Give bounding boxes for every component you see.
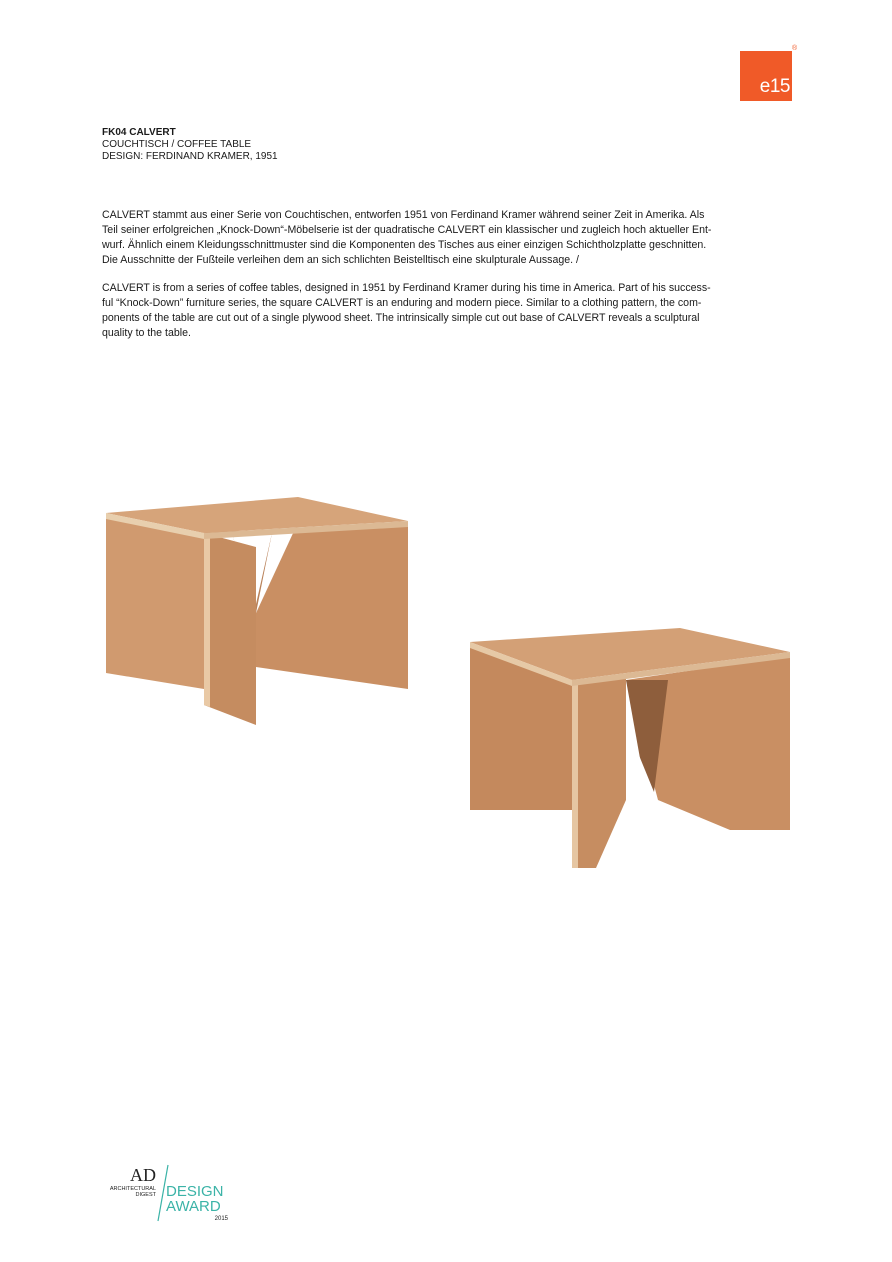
- description-line: CALVERT stammt aus einer Serie von Couchtischen, entworfen 1951 von Ferdinand Kramer während seiner Zeit in Amerika. Als: [102, 209, 705, 221]
- description-german: [102, 208, 792, 268]
- product-type: COUCHTISCH / COFFEE TABLE: [102, 139, 252, 150]
- product-header: [102, 127, 278, 163]
- description-line: Teil seiner erfolgreichen „Knock-Down“-Möbelserie ist der quadratische CALVERT ein klassischer und zugleich hoch aktueller Ent-: [102, 224, 712, 236]
- award-title-2: AWARD: [166, 1198, 221, 1215]
- logo-text: e15: [759, 76, 790, 97]
- registered-mark: ®: [792, 45, 798, 52]
- brand-logo: [740, 51, 792, 101]
- product-code: FK04 CALVERT: [102, 127, 176, 138]
- description-line: wurf. Ähnlich einem Kleidungsschnittmuster sind die Komponenten des Tisches aus einer einzigen Schichtholzplatte geschnitten.: [102, 239, 707, 251]
- award-title-1: DESIGN: [166, 1183, 224, 1200]
- table-photo-front: [104, 493, 410, 725]
- table-photo-angled: [468, 624, 790, 870]
- award-publication-1: ARCHITECTURAL: [109, 1186, 156, 1192]
- ad-design-award-badge: [100, 1163, 240, 1223]
- description-line: quality to the table.: [102, 327, 191, 339]
- description-line: Die Ausschnitte der Fußteile verleihen dem an sich schlichten Beistelltisch eine skulpturale Aussage. /: [102, 254, 579, 266]
- award-year: 2015: [214, 1216, 228, 1222]
- award-ad: AD: [130, 1165, 156, 1185]
- award-publication-2: DIGEST: [135, 1192, 156, 1198]
- description-line: ponents of the table are cut out of a single plywood sheet. The intrinsically simple cut out base of CALVERT reveals a sculptural: [102, 312, 700, 324]
- product-designer: DESIGN: FERDINAND KRAMER, 1951: [102, 151, 278, 162]
- description-line: CALVERT is from a series of coffee tables, designed in 1951 by Ferdinand Kramer during his time in America. Part of his success-: [102, 282, 711, 294]
- description-line: ful “Knock-Down” furniture series, the square CALVERT is an enduring and modern piece. Similar to a clothing pattern, the com-: [102, 297, 702, 309]
- description-english: [102, 281, 792, 341]
